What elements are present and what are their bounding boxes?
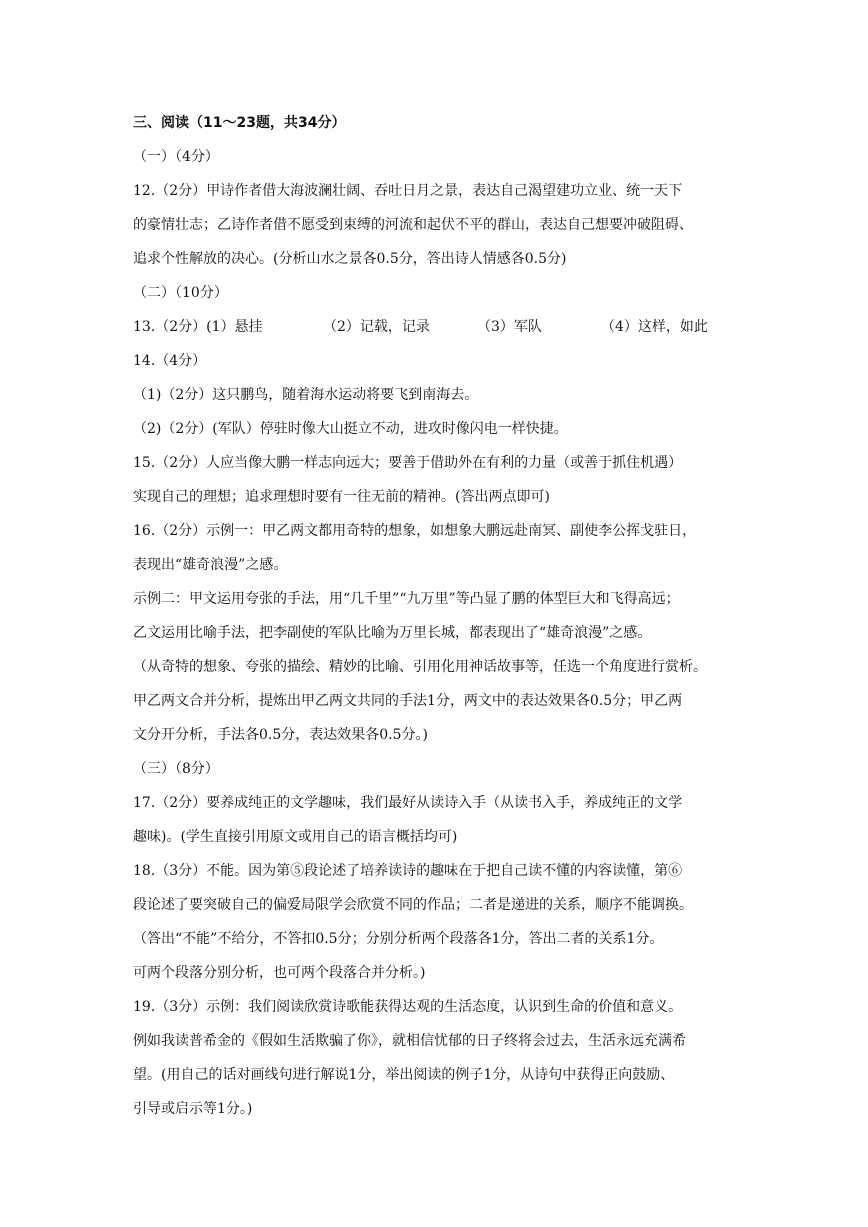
- q13-item-3: （3）军队: [477, 319, 542, 335]
- q14-head: 14.（4分）: [133, 353, 207, 369]
- q19-line-3: 望。(用自己的话对画线句进行解说1分，举出阅读的例子1分，从诗句中获得正向鼓励、: [133, 1067, 675, 1083]
- q16-line-4: 乙文运用比喻手法，把李副使的军队比喻为万里长城，都表现出了“雄奇浪漫”之感。: [133, 625, 652, 641]
- q16-line-5: （从奇特的想象、夸张的描绘、精妙的比喻、引用化用神话故事等，任选一个角度进行赏析。: [133, 659, 707, 675]
- q14-sub-1: （1)（2分）这只鹏鸟，随着海水运动将要飞到南海去。: [133, 387, 479, 403]
- q12-line-3: 追求个性解放的决心。(分析山水之景各0.5分，答出诗人情感各0.5分): [133, 251, 567, 267]
- q17-line-2: 趣味)。(学生直接引用原文或用自己的语言概括均可): [133, 829, 458, 845]
- q14-sub-2: （2)（2分）(军队）停驻时像大山挺立不动，进攻时像闪电一样快捷。: [133, 421, 568, 437]
- section-title: 三、阅读（11～23题，共34分）: [133, 115, 346, 131]
- part3-label: （三）（8分）: [133, 761, 219, 777]
- q17-line-1: 17.（2分）要养成纯正的文学趣味，我们最好从读诗入手（从读书入手，养成纯正的文学: [133, 795, 683, 811]
- part2-label: （二）（10分）: [133, 285, 228, 301]
- q15-line-1: 15.（2分）人应当像大鹏一样志向远大；要善于借助外在有利的力量（或善于抓住机遇）: [133, 455, 683, 471]
- q13-item-4: （4）这样，如此: [601, 319, 708, 335]
- q16-line-1: 16.（2分）示例一：甲乙两文都用奇特的想象，如想象大鹏远赴南冥、副使李公挥戈驻日，: [133, 523, 697, 539]
- part1-label: （一）（4分）: [133, 149, 219, 165]
- q15-line-2: 实现自己的理想；追求理想时要有一往无前的精神。(答出两点即可): [133, 489, 550, 505]
- q18-line-3: （答出“不能”不给分，不答扣0.5分；分别分析两个段落各1分，答出二者的关系1分。: [133, 931, 664, 947]
- q19-line-2: 例如我读普希金的《假如生活欺骗了你》，就相信忧郁的日子终将会过去，生活永远充满希: [133, 1033, 686, 1049]
- q16-line-3: 示例二：甲文运用夸张的手法，用“几千里”“九万里”等凸显了鹏的体型巨大和飞得高远；: [133, 591, 680, 607]
- q16-line-2: 表现出“雄奇浪漫”之感。: [133, 557, 288, 573]
- q13-item-2: （2）记载，记录: [323, 319, 430, 335]
- q18-line-2: 段论述了要突破自己的偏爱局限学会欣赏不同的作品；二者是递进的关系，顺序不能调换。: [133, 897, 693, 913]
- q12-line-1: 12.（2分）甲诗作者借大海波澜壮阔、吞吐日月之景，表达自己渴望建功立业、统一天下: [133, 183, 683, 199]
- q16-line-6: 甲乙两文合并分析，提炼出甲乙两文共同的手法1分，两文中的表达效果各0.5分；甲乙两: [133, 693, 683, 709]
- q18-line-1: 18.（3分）不能。因为第⑤段论述了培养读诗的趣味在于把自己读不懂的内容读懂，第⑥: [133, 863, 683, 879]
- q12-line-2: 的豪情壮志；乙诗作者借不愿受到束缚的河流和起伏不平的群山，表达自己想要冲破阻碍、: [133, 217, 693, 233]
- q19-line-4: 引导或启示等1分。): [133, 1101, 253, 1117]
- q16-line-7: 文分开分析，手法各0.5分，表达效果各0.5分。): [133, 727, 428, 743]
- q19-line-1: 19.（3分）示例：我们阅读欣赏诗歌能获得达观的生活态度，认识到生命的价值和意义。: [133, 999, 683, 1015]
- q18-line-4: 可两个段落分别分析，也可两个段落合并分析。): [133, 965, 426, 981]
- q13-lead: 13.（2分）(1）悬挂: [133, 319, 263, 335]
- q13-answers: [133, 317, 733, 337]
